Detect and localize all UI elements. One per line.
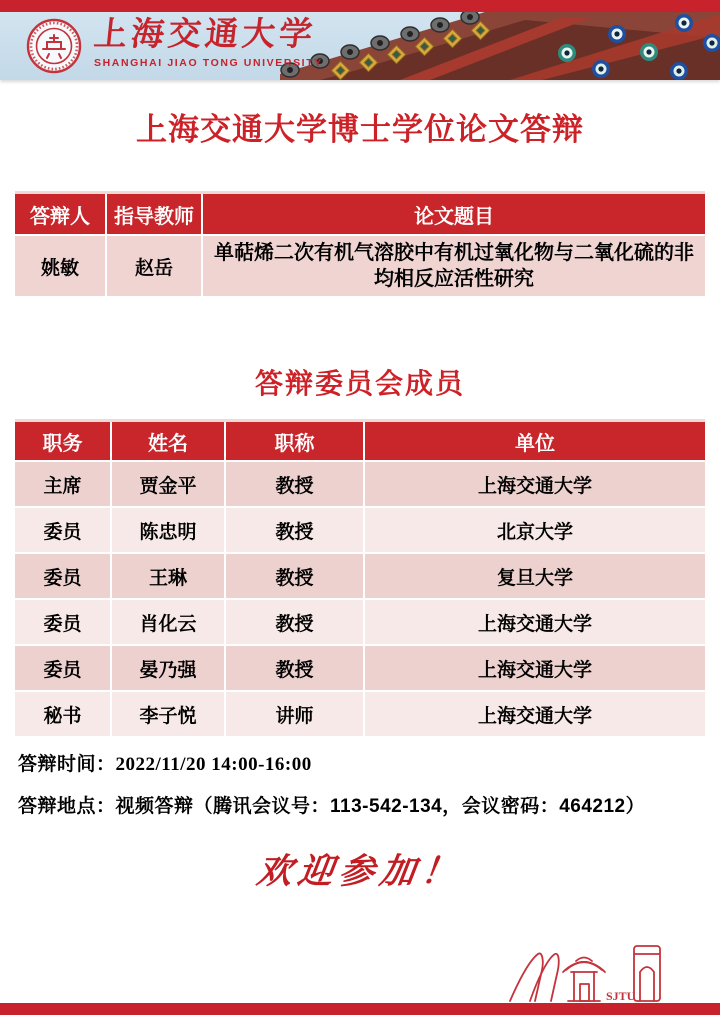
committee-row-cell: 李子悦 [112, 692, 224, 736]
defense-time-label: 答辩时间： [18, 754, 116, 775]
bottom-red-bar [0, 1003, 720, 1015]
committee-row-cell: 教授 [226, 508, 363, 552]
committee-header-name: 姓名 [112, 422, 224, 460]
committee-row-cell: 教授 [226, 462, 363, 506]
temple-roof-photo [280, 12, 720, 80]
committee-row-cell: 陈忠明 [112, 508, 224, 552]
committee-row-cell: 委员 [15, 600, 110, 644]
committee-header-title: 职称 [226, 422, 363, 460]
committee-header-role: 职务 [15, 422, 110, 460]
committee-header-affiliation: 单位 [365, 422, 705, 460]
sketch-sjtu-label: SJTU [606, 989, 636, 1002]
committee-row-cell: 委员 [15, 646, 110, 690]
committee-row-cell: 委员 [15, 508, 110, 552]
advisor-name-cell: 赵岳 [107, 236, 201, 296]
committee-row-cell: 晏乃强 [112, 646, 224, 690]
university-name-en: SHANGHAI JIAO TONG UNIVERSITY [94, 57, 323, 69]
defense-location-value: 视频答辩（腾讯会议号：113-542-134，会议密码：464212） [115, 796, 646, 817]
page-title: 上海交通大学博士学位论文答辩 [136, 112, 584, 147]
committee-row-cell: 教授 [226, 646, 363, 690]
committee-row-cell: 秘书 [15, 692, 110, 736]
defense-table-header-defender: 答辩人 [15, 194, 105, 234]
committee-row-cell: 主席 [15, 462, 110, 506]
defense-time-line [18, 749, 702, 776]
committee-row-cell: 贾金平 [112, 462, 224, 506]
committee-table [15, 419, 705, 736]
committee-row-cell: 肖化云 [112, 600, 224, 644]
committee-row-cell: 委员 [15, 554, 110, 598]
committee-row-cell: 复旦大学 [365, 554, 705, 598]
sjtu-seal-logo [26, 18, 82, 74]
defense-table-header-advisor: 指导教师 [107, 194, 201, 234]
committee-row-cell: 讲师 [226, 692, 363, 736]
committee-row-cell: 上海交通大学 [365, 646, 705, 690]
defense-table-header-thesis: 论文题目 [203, 194, 705, 234]
committee-row-cell: 教授 [226, 600, 363, 644]
university-name-block [94, 19, 323, 69]
committee-section-heading: 答辩委员会成员 [254, 368, 465, 399]
committee-row-cell: 教授 [226, 554, 363, 598]
university-name-cn: 上海交通大学 [92, 17, 318, 53]
defense-location-label: 答辩地点： [18, 796, 116, 817]
header-banner [0, 12, 720, 80]
committee-row-cell: 王琳 [112, 554, 224, 598]
committee-row-cell: 北京大学 [365, 508, 705, 552]
thesis-title-cell: 单萜烯二次有机气溶胶中有机过氧化物与二氧化硫的非均相反应活性研究 [203, 236, 705, 296]
defense-location-line [18, 791, 702, 818]
defense-details [18, 749, 702, 818]
campus-landmarks-sketch [508, 944, 668, 1002]
defense-table [15, 191, 705, 296]
committee-row-cell: 上海交通大学 [365, 692, 705, 736]
welcome-text: 欢迎参加！ [254, 852, 465, 891]
defense-time-value: 2022/11/20 14:00-16:00 [115, 754, 312, 775]
defender-name-cell: 姚敏 [15, 236, 105, 296]
top-red-bar [0, 0, 720, 12]
committee-row-cell: 上海交通大学 [365, 600, 705, 644]
committee-row-cell: 上海交通大学 [365, 462, 705, 506]
